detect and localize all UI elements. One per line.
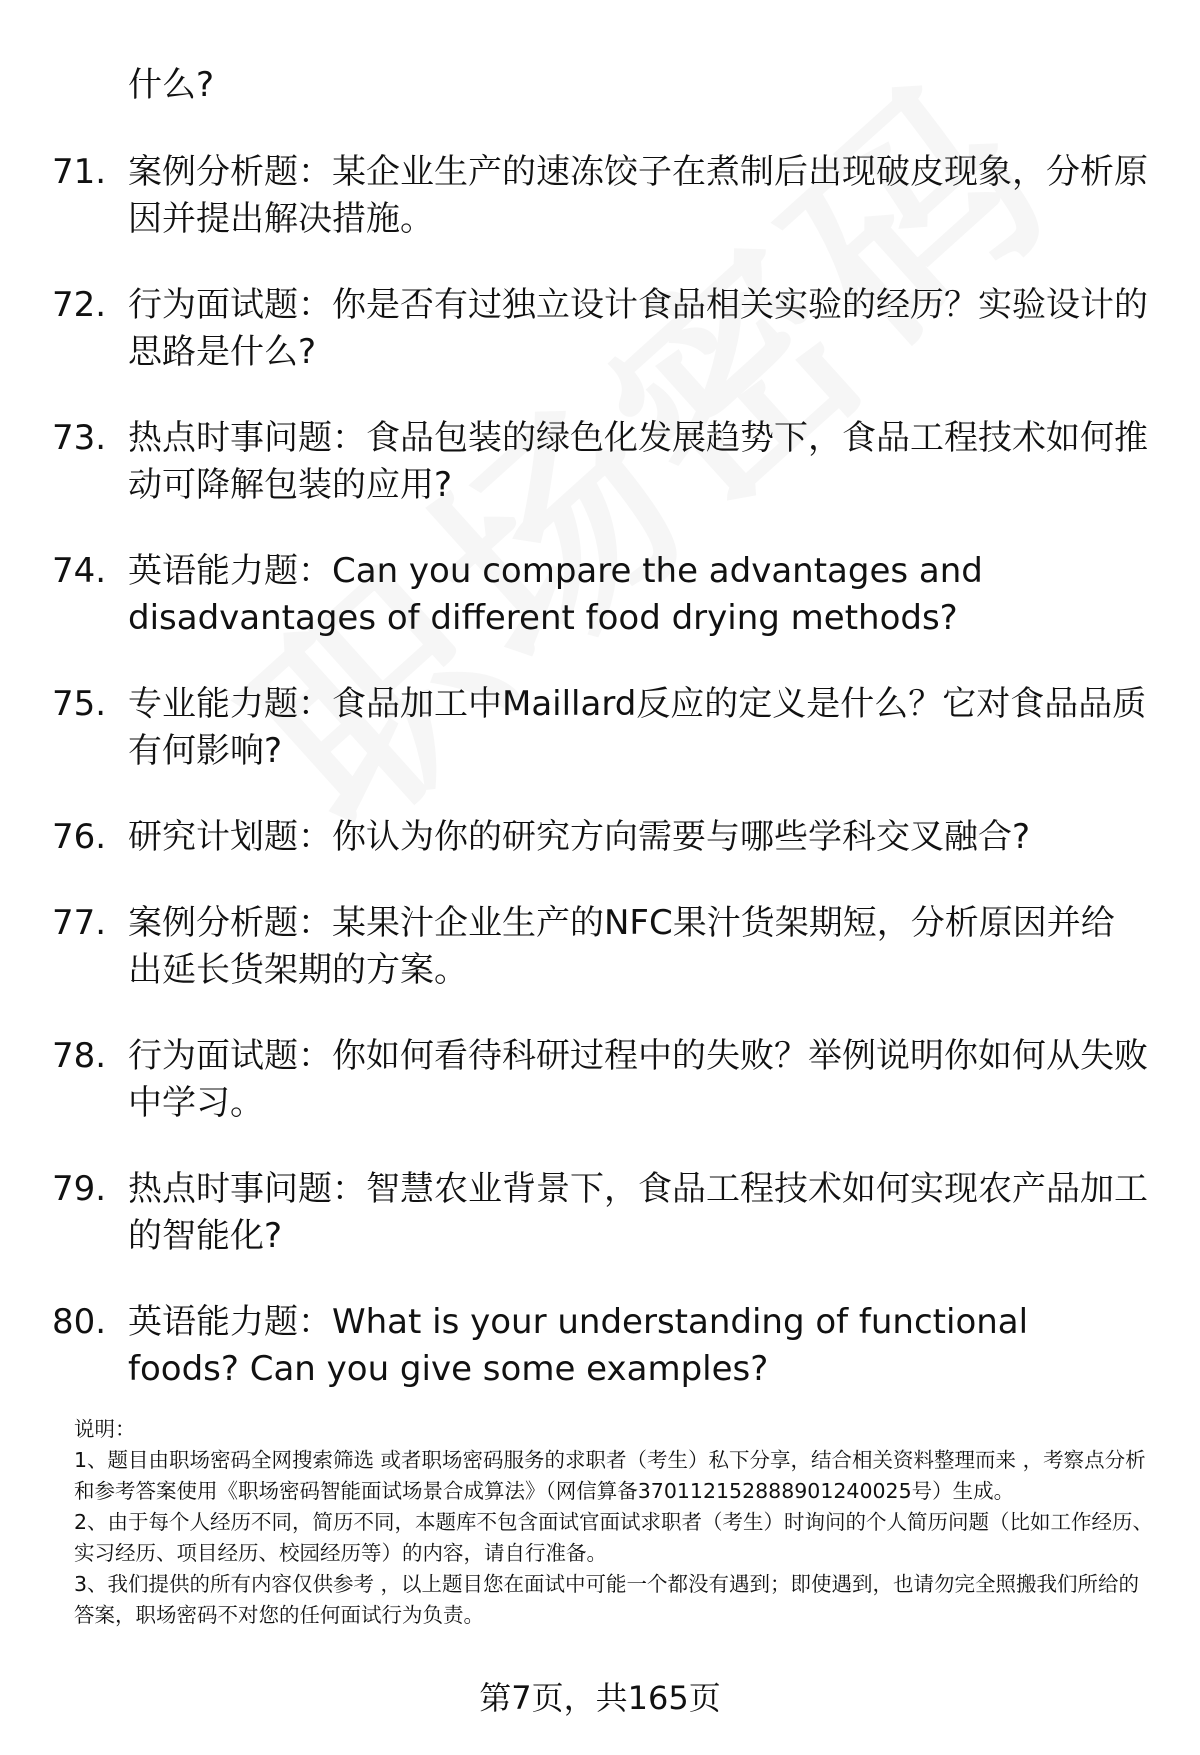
question-text: 英语能力题：What is your understanding of functional foods? Can you give some examples? <box>128 1302 1029 1389</box>
question-item <box>52 282 1152 376</box>
question-item <box>52 415 1152 509</box>
question-item <box>52 548 1152 642</box>
question-item <box>52 1299 1152 1393</box>
question-item <box>52 900 1152 994</box>
question-number: 72. <box>52 285 107 325</box>
question-item <box>52 149 1152 243</box>
question-text: 研究计划题：你认为你的研究方向需要与哪些学科交叉融合? <box>128 817 1031 857</box>
question-text: 专业能力题：食品加工中Maillard反应的定义是什么？它对食品品质有何影响? <box>128 684 1147 771</box>
notes-section <box>74 1414 1154 1631</box>
question-text: 行为面试题：你是否有过独立设计食品相关实验的经历？实验设计的思路是什么? <box>128 285 1148 372</box>
question-item <box>52 681 1152 775</box>
question-number: 76. <box>52 817 107 857</box>
question-number: 73. <box>52 418 107 458</box>
page-footer: 第7页，共165页 <box>479 1679 721 1717</box>
question-list <box>52 149 1152 1393</box>
note-item: 1、题目由职场密码全网搜索筛选 或者职场密码服务的求职者（考生）私下分享，结合相关资料整理而来 ，考察点分析和参考答案使用《职场密码智能面试场景合成算法》（网信算备370112152888901240025号）生成。 <box>74 1448 1146 1503</box>
note-item: 3、我们提供的所有内容仅供参考 ，以上题目您在面试中可能一个都没有遇到；即使遇到，也请勿完全照搬我们所给的答案，职场密码不对您的任何面试行为负责。 <box>74 1572 1140 1627</box>
note-item: 2、由于每个人经历不同，简历不同，本题库不包含面试官面试求职者（考生）时询问的个人简历问题（比如工作经历、实习经历、项目经历、校园经历等）的内容，请自行准备。 <box>74 1510 1154 1565</box>
question-number: 74. <box>52 551 107 591</box>
question-text: 案例分析题：某果汁企业生产的NFC果汁货架期短，分析原因并给出延长货架期的方案。 <box>128 903 1115 990</box>
question-item <box>52 1166 1152 1260</box>
question-item <box>52 814 1152 861</box>
question-number: 80. <box>52 1302 107 1342</box>
question-text: 行为面试题：你如何看待科研过程中的失败？举例说明你如何从失败中学习。 <box>128 1036 1148 1123</box>
question-number: 71. <box>52 152 107 192</box>
question-item <box>52 1033 1152 1127</box>
question-text: 英语能力题：Can you compare the advantages and disadvantages of different food drying methods? <box>128 551 983 638</box>
notes-title: 说明： <box>74 1417 136 1441</box>
question-number: 75. <box>52 684 107 724</box>
question-number: 77. <box>52 903 107 943</box>
continued-question-text: 什么? <box>128 65 215 105</box>
question-number: 79. <box>52 1169 107 1209</box>
question-text: 热点时事问题：食品包装的绿色化发展趋势下，食品工程技术如何推动可降解包装的应用? <box>128 418 1148 505</box>
question-number: 78. <box>52 1036 107 1076</box>
question-text: 案例分析题：某企业生产的速冻饺子在煮制后出现破皮现象，分析原因并提出解决措施。 <box>128 152 1148 239</box>
question-text: 热点时事问题：智慧农业背景下，食品工程技术如何实现农产品加工的智能化? <box>128 1169 1148 1256</box>
